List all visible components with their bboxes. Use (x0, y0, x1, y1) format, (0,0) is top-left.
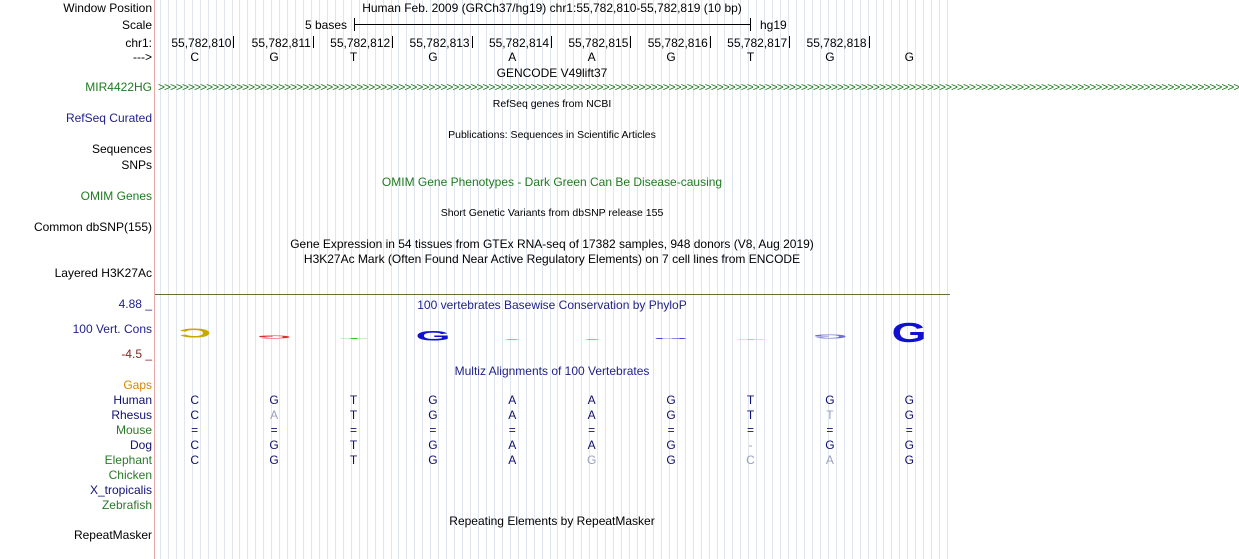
alignment-base: A (508, 453, 517, 467)
species-label[interactable]: Human (113, 393, 152, 407)
coordinate-tick-label: 55,782,811 (251, 36, 311, 50)
alignment-base: G (428, 408, 438, 422)
chrom-label: chr1: (125, 36, 152, 50)
coordinate-tick-mark (869, 36, 870, 48)
coordinate-tick-label: 55,782,818 (806, 36, 867, 50)
strand-label: ---> (133, 50, 152, 64)
coordinate-tick-label: 55,782,810 (171, 36, 232, 50)
refseq-curated-label[interactable]: RefSeq Curated (65, 111, 152, 125)
refseq-track-title[interactable]: RefSeq genes from NCBI (492, 98, 612, 110)
alignment-base: T (746, 408, 755, 422)
omim-track-title[interactable]: OMIM Gene Phenotypes - Dark Green Can Be Disease-causing (381, 175, 723, 189)
alignment-base: = (746, 423, 754, 437)
conservation-label[interactable]: 100 Vert. Cons (72, 322, 152, 336)
alignment-base: G (904, 438, 914, 452)
repeatmasker-label[interactable]: RepeatMasker (73, 528, 152, 542)
alignment-base: G (269, 438, 279, 452)
gencode-track-title[interactable]: GENCODE V49lift37 (496, 66, 608, 80)
species-label[interactable]: X_tropicalis (89, 483, 152, 497)
conservation-letter: C (178, 325, 211, 340)
alignment-base: = (826, 423, 834, 437)
alignment-base: = (508, 423, 516, 437)
conservation-letter: G (812, 333, 848, 340)
alignment-base: C (190, 453, 200, 467)
coordinate-tick-label: 55,782,815 (568, 36, 629, 50)
alignment-base: T (349, 393, 358, 407)
alignment-base: A (508, 393, 517, 407)
conservation-max-label: 4.88 _ (118, 297, 152, 311)
species-label[interactable]: Zebrafish (101, 498, 152, 512)
alignment-base: G (428, 393, 438, 407)
alignment-base: G (904, 453, 914, 467)
dbsnp-track-title[interactable]: Short Genetic Variants from dbSNP release 155 (440, 207, 664, 219)
alignment-base: - (748, 438, 753, 452)
scale-bar-left-cap (354, 18, 355, 31)
scale-bar-right-cap (750, 18, 751, 31)
scale-text: 5 bases (305, 18, 348, 32)
alignment-base: C (746, 453, 755, 467)
conservation-min-label: -4.5 _ (121, 347, 152, 361)
coordinate-tick-label: 55,782,812 (330, 36, 391, 50)
alignment-base: G (666, 393, 676, 407)
reference-base: A (587, 50, 596, 64)
alignment-base: = (349, 423, 357, 437)
conservation-letter: G (891, 317, 927, 348)
alignment-base: T (349, 453, 358, 467)
alignment-base: G (666, 408, 676, 422)
alignment-base: A (587, 438, 596, 452)
species-label[interactable]: Elephant (104, 453, 152, 467)
alignment-base: A (587, 393, 596, 407)
reference-base: T (349, 50, 358, 64)
gtex-track-title[interactable]: Gene Expression in 54 tissues from GTEx RNA-seq of 17382 samples, 948 donors (V8, Aug 2019) (290, 237, 814, 251)
reference-base: G (666, 50, 676, 64)
species-label[interactable]: Mouse (115, 423, 152, 437)
gencode-gene-label[interactable]: MIR4422HG (85, 80, 152, 94)
assembly-position-text[interactable]: Human Feb. 2009 (GRCh37/hg19) chr1:55,782,810-55,782,819 (10 bp) (362, 1, 742, 15)
alignment-base: A (508, 408, 517, 422)
alignment-base: G (825, 438, 835, 452)
coordinate-tick-label: 55,782,814 (488, 36, 549, 50)
alignment-base: G (666, 453, 676, 467)
species-label[interactable]: Rhesus (111, 408, 152, 422)
gencode-gene-bar[interactable]: >>>>>>>>>>>>>>>>>>>>>>>>>>>>>>>>>>>>>>>>>>>>>>>>>>>>>>>>>>>>>>>>>>>>>>>>>>>>>>>>>>>>>>>>>>>>>>>>>>>>>>>>>>>>>>>>>>>>>>>>>>>>>>>>>>>>>>>>>>>>>>>>>>>>>>>>>>>>>>>>>>>>>>>>>>>>>>>>>>>> (158, 80, 1239, 94)
alignment-base: C (190, 393, 200, 407)
coordinate-tick-mark (551, 36, 552, 48)
coordinate-tick-label: 55,782,813 (409, 36, 470, 50)
repeatmasker-track-title[interactable]: Repeating Elements by RepeatMasker (449, 514, 655, 528)
conservation-letter: G (415, 328, 451, 344)
conservation-letter (730, 339, 772, 340)
coordinate-tick-mark (472, 36, 473, 48)
alignment-base: G (904, 393, 914, 407)
alignment-base: C (190, 438, 200, 452)
conservation-letter: T (339, 337, 368, 339)
alignment-base: T (826, 408, 834, 422)
scale-bar (354, 24, 751, 25)
conservation-letter: G (256, 334, 292, 340)
alignment-base: G (587, 453, 597, 467)
conservation-letter (491, 339, 533, 340)
reference-base: G (269, 50, 279, 64)
reference-base: A (508, 50, 517, 64)
alignment-base: A (508, 438, 517, 452)
multiz-track-title[interactable]: Multiz Alignments of 100 Vertebrates (454, 364, 650, 378)
alignment-base: G (825, 393, 835, 407)
coordinate-tick-label: 55,782,816 (647, 36, 708, 50)
alignment-base: G (904, 408, 914, 422)
snps-label[interactable]: SNPs (121, 158, 152, 172)
alignment-base: T (349, 438, 358, 452)
h3k27ac-track-title[interactable]: H3K27Ac Mark (Often Found Near Active Regulatory Elements) on 7 cell lines from ENCODE (303, 252, 801, 266)
alignment-base: G (428, 438, 438, 452)
alignment-base: G (269, 393, 279, 407)
alignment-base: T (349, 408, 358, 422)
conservation-track-title[interactable]: 100 vertebrates Basewise Conservation by PhyloP (417, 298, 687, 312)
coordinate-tick-mark (313, 36, 314, 48)
h3k27ac-label[interactable]: Layered H3K27Ac (54, 266, 152, 280)
alignment-base: = (270, 423, 278, 437)
coordinate-tick-mark (392, 36, 393, 48)
alignment-base: = (429, 423, 437, 437)
reference-base: C (190, 50, 200, 64)
reference-base: G (904, 50, 914, 64)
scale-label: Scale (121, 18, 152, 32)
alignment-base: G (269, 453, 279, 467)
species-label[interactable]: Chicken (108, 468, 152, 482)
gaps-label[interactable]: Gaps (123, 378, 152, 392)
window-position-label: Window Position (63, 1, 152, 15)
reference-base: T (746, 50, 755, 64)
alignment-base: G (428, 453, 438, 467)
alignment-base: C (190, 408, 200, 422)
alignment-base: = (191, 423, 199, 437)
alignment-base: = (667, 423, 675, 437)
alignment-base: A (587, 408, 596, 422)
alignment-base: = (588, 423, 596, 437)
alignment-base: = (905, 423, 913, 437)
alignment-base: T (746, 393, 755, 407)
coordinate-tick-mark (233, 36, 234, 48)
reference-base: G (825, 50, 835, 64)
omim-genes-label[interactable]: OMIM Genes (80, 189, 152, 203)
coordinate-tick-mark (710, 36, 711, 48)
label-column-separator (154, 0, 155, 559)
publications-track-title[interactable]: Publications: Sequences in Scientific Articles (448, 129, 656, 141)
alignment-base: A (825, 453, 834, 467)
conservation-letter (571, 339, 613, 340)
track-group-divider (155, 294, 950, 295)
conservation-letter: G (653, 338, 689, 339)
species-label[interactable]: Dog (129, 438, 152, 452)
coordinate-tick-label: 55,782,817 (727, 36, 788, 50)
assembly-short-name: hg19 (760, 18, 787, 32)
reference-base: G (428, 50, 438, 64)
coordinate-tick-mark (630, 36, 631, 48)
sequences-label[interactable]: Sequences (91, 142, 152, 156)
coordinate-tick-mark (789, 36, 790, 48)
alignment-base: A (270, 408, 279, 422)
dbsnp-label[interactable]: Common dbSNP(155) (33, 220, 152, 234)
alignment-base: G (666, 438, 676, 452)
